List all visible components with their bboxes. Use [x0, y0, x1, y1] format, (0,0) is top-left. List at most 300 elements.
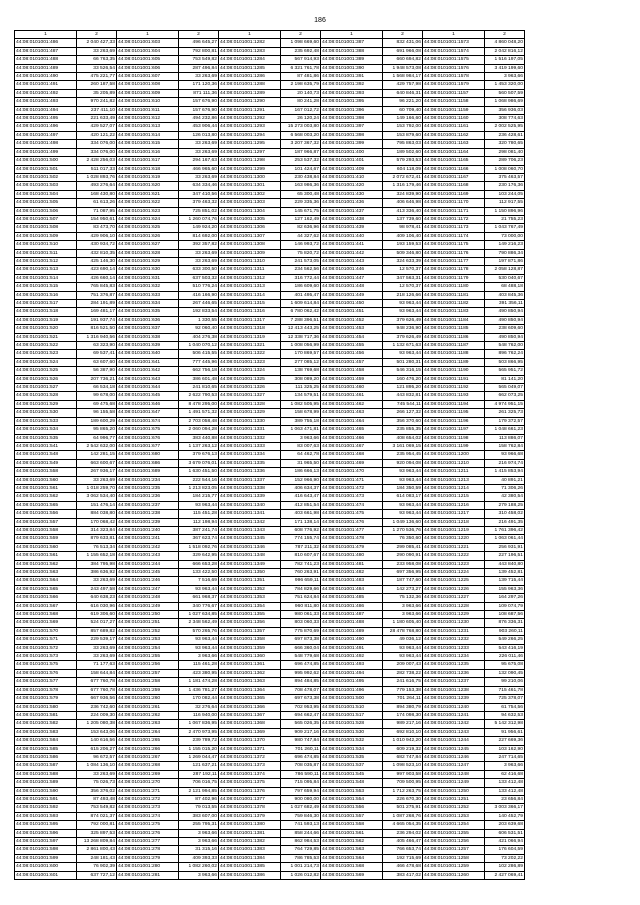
cadastral-number-cell: 44:08:0101001:1338 [219, 484, 281, 492]
cadastral-number-cell: 44:08:0101001:1299 [219, 165, 281, 173]
table-row [15, 148, 525, 156]
cadastral-value-cell: 294 167,63 [179, 157, 219, 165]
cadastral-value-cell: 174 098,30 [383, 711, 423, 719]
cadastral-number-cell: 44:08:0101001:244 [117, 560, 179, 568]
cadastral-value-cell: 153 879,60 [383, 131, 423, 139]
cadastral-value-cell: 493 276,64 [77, 182, 117, 190]
cadastral-value-cell: 153 792,00 [383, 123, 423, 131]
cadastral-number-cell: 44:08:0101001:1309 [219, 249, 281, 257]
cadastral-number-cell: 44:08:0101001:645 [117, 392, 179, 400]
cadastral-value-cell: 425 146,30 [77, 257, 117, 265]
cadastral-value-cell: 92 060,40 [179, 325, 219, 333]
cadastral-value-cell: 63 323,90 [77, 342, 117, 350]
cadastral-value-cell: 1 761 396,42 [485, 526, 525, 534]
cadastral-value-cell: 1 316 179,46 [383, 182, 423, 190]
cadastral-value-cell: 93 963,44 [383, 308, 423, 316]
cadastral-number-cell: 44:08:0101001:500 [15, 157, 77, 165]
cadastral-value-cell: 960 811,80 [281, 602, 321, 610]
cadastral-number-cell: 44:08:0101001:1178 [423, 266, 485, 274]
cadastral-number-cell: 44:08:0101001:401 [321, 157, 383, 165]
cadastral-number-cell: 44:08:0101001:1311 [219, 266, 281, 274]
cadastral-number-cell: 44:08:0101001:1293 [219, 123, 281, 131]
cadastral-value-cell: 510 776,24 [179, 283, 219, 291]
cadastral-number-cell: 44:08:0101001:1383 [219, 846, 281, 854]
cadastral-value-cell: 405 466,47 [383, 838, 423, 846]
cadastral-value-table [14, 30, 525, 880]
cadastral-value-cell: 229 539,17 [77, 636, 117, 644]
cadastral-number-cell: 44:08:0101001:443 [321, 257, 383, 265]
cadastral-number-cell: 44:08:0101001:583 [15, 728, 77, 736]
cadastral-number-cell: 44:08:0101001:488 [15, 56, 77, 64]
cadastral-number-cell: 44:08:0101001:1171 [423, 207, 485, 215]
cadastral-number-cell: 44:08:0101001:268 [117, 762, 179, 770]
cadastral-number-cell: 44:08:0101001:612 [117, 115, 179, 123]
cadastral-number-cell: 44:08:0101001:1162 [423, 131, 485, 139]
cadastral-number-cell: 44:08:0101001:548 [321, 779, 383, 787]
cadastral-number-cell: 44:08:0101001:489 [15, 64, 77, 72]
cadastral-value-cell: 227 669,36 [485, 737, 525, 745]
cadastral-number-cell: 44:08:0101001:510 [15, 241, 77, 249]
cadastral-number-cell: 44:08:0101001:508 [15, 224, 77, 232]
cadastral-value-cell: 184 215,77 [179, 493, 219, 501]
cadastral-value-cell: 565 026,35 [281, 720, 321, 728]
cadastral-number-cell: 44:08:0101001:1314 [219, 291, 281, 299]
cadastral-value-cell: 379 626,49 [383, 333, 423, 341]
cadastral-value-cell: 187 747,60 [383, 577, 423, 585]
cadastral-value-cell: 99 678,00 [77, 392, 117, 400]
cadastral-value-cell: 23 656,84 [485, 795, 525, 803]
cadastral-number-cell: 44:08:0101001:265 [117, 737, 179, 745]
cadastral-value-cell: 386 636,92 [77, 569, 117, 577]
cadastral-number-cell: 44:08:0101001:393 [321, 89, 383, 97]
cadastral-number-cell: 44:08:0101001:1228 [423, 602, 485, 610]
cadastral-number-cell: 44:08:0101001:240 [117, 526, 179, 534]
cadastral-value-cell: 260 187,58 [77, 81, 117, 89]
cadastral-number-cell: 44:08:0101001:1303 [219, 199, 281, 207]
cadastral-number-cell: 44:08:0101001:556 [15, 510, 77, 518]
cadastral-value-cell: 1 027 682,49 [281, 804, 321, 812]
cadastral-number-cell: 44:08:0101001:1232 [423, 636, 485, 644]
cadastral-value-cell: 3 207 367,32 [281, 140, 321, 148]
cadastral-number-cell: 44:08:0101001:1375 [219, 779, 281, 787]
cadastral-value-cell: 383 607,00 [179, 812, 219, 820]
cadastral-value-cell: 21 755,23 [485, 215, 525, 223]
cadastral-number-cell: 44:08:0101001:532 [321, 737, 383, 745]
cadastral-value-cell: 73 202,22 [485, 854, 525, 862]
table-row [15, 661, 525, 669]
cadastral-value-cell: 2 703 058,48 [179, 417, 219, 425]
cadastral-number-cell: 44:08:0101001:619 [117, 173, 179, 181]
cadastral-number-cell: 44:08:0101001:1327 [219, 392, 281, 400]
cadastral-value-cell: 677 760,78 [77, 678, 117, 686]
cadastral-value-cell: 745 544,11 [383, 400, 423, 408]
cadastral-value-cell: 1 087 268,76 [383, 812, 423, 820]
cadastral-value-cell: 347 410,56 [179, 190, 219, 198]
cadastral-value-cell: 241 810,65 [179, 384, 219, 392]
cadastral-number-cell: 44:08:0101001:1185 [423, 325, 485, 333]
cadastral-number-cell: 44:08:0101001:1283 [219, 47, 281, 55]
cadastral-number-cell: 44:08:0101001:1336 [219, 468, 281, 476]
cadastral-value-cell: 409 393,33 [179, 854, 219, 862]
cadastral-value-cell: 3 963,66 [179, 829, 219, 837]
cadastral-number-cell: 44:08:0101001:1157 [423, 89, 485, 97]
cadastral-number-cell: 44:08:0101001:529 [15, 400, 77, 408]
cadastral-number-cell: 44:08:0101001:266 [117, 745, 179, 753]
cadastral-value-cell: 113 886,07 [485, 434, 525, 442]
cadastral-value-cell: 93 963,44 [179, 636, 219, 644]
table-row [15, 106, 525, 114]
cadastral-value-cell: 28 478 768,80 [383, 627, 423, 635]
cadastral-number-cell: 44:08:0101001:1377 [219, 795, 281, 803]
cadastral-number-cell: 44:08:0101001:500 [321, 695, 383, 703]
cadastral-value-cell: 170 082,44 [179, 695, 219, 703]
cadastral-number-cell: 44:08:0101001:1365 [219, 695, 281, 703]
cadastral-value-cell: 93 963,44 [179, 644, 219, 652]
cadastral-number-cell: 44:08:0101001:516 [15, 291, 77, 299]
cadastral-number-cell: 44:08:0101001:1225 [423, 577, 485, 585]
cadastral-number-cell: 44:08:0101001:490 [15, 73, 77, 81]
cadastral-number-cell: 44:08:0101001:1295 [219, 140, 281, 148]
cadastral-value-cell: 759 846,30 [281, 812, 321, 820]
cadastral-number-cell: 44:08:0101001:259 [117, 686, 179, 694]
cadastral-number-cell: 44:08:0101001:610 [117, 98, 179, 106]
cadastral-value-cell: 116 940,00 [179, 711, 219, 719]
cadastral-number-cell: 44:08:0101001:1194 [423, 400, 485, 408]
cadastral-value-cell: 1 155 652,18 [77, 552, 117, 560]
cadastral-value-cell: 133 412,48 [485, 787, 525, 795]
table-row [15, 249, 525, 257]
cadastral-value-cell: 7 516,69 [179, 577, 219, 585]
cadastral-number-cell: 44:08:0101001:1356 [219, 619, 281, 627]
cadastral-number-cell: 44:08:0101001:1181 [423, 291, 485, 299]
cadastral-value-cell: 392 357,82 [179, 241, 219, 249]
cadastral-value-cell: 765 845,83 [77, 283, 117, 291]
cadastral-value-cell: 423 690,14 [77, 266, 117, 274]
cadastral-value-cell: 760 263,91 [281, 569, 321, 577]
cadastral-value-cell: 209 007,43 [383, 661, 423, 669]
cadastral-number-cell: 44:08:0101001:1360 [219, 653, 281, 661]
cadastral-value-cell: 334 076,00 [77, 148, 117, 156]
cadastral-number-cell: 44:08:0101001:1226 [423, 585, 485, 593]
cadastral-value-cell: 142 273,27 [383, 585, 423, 593]
cadastral-value-cell: 1 137 263,12 [179, 442, 219, 450]
cadastral-number-cell: 44:08:0101001:1290 [219, 98, 281, 106]
table-row [15, 636, 525, 644]
cadastral-value-cell: 1 063 471,81 [281, 426, 321, 434]
cadastral-value-cell: 524 017,27 [77, 619, 117, 627]
cadastral-value-cell: 207 736,21 [77, 375, 117, 383]
cadastral-number-cell: 44:08:0101001:524 [15, 358, 77, 366]
cadastral-number-cell: 44:08:0101001:398 [321, 115, 383, 123]
cadastral-value-cell: 334 076,00 [77, 140, 117, 148]
cadastral-value-cell: 76 350,60 [383, 535, 423, 543]
cadastral-number-cell: 44:08:0101001:1237 [423, 678, 485, 686]
cadastral-number-cell: 44:08:0101001:1345 [219, 535, 281, 543]
cadastral-number-cell: 44:08:0101001:1373 [219, 762, 281, 770]
cadastral-value-cell: 170 068,42 [77, 518, 117, 526]
table-row [15, 854, 525, 862]
cadastral-value-cell: 320 780,65 [485, 140, 525, 148]
cadastral-number-cell: 44:08:0101001:601 [15, 871, 77, 879]
cadastral-value-cell: 140 616,56 [77, 737, 117, 745]
cadastral-value-cell: 40 891,21 [485, 476, 525, 484]
cadastral-number-cell: 44:08:0101001:1222 [423, 552, 485, 560]
cadastral-value-cell: 1 027 634,85 [179, 611, 219, 619]
table-row [15, 392, 525, 400]
column-header: 1 [423, 31, 485, 39]
cadastral-number-cell: 44:08:0101001:607 [117, 73, 179, 81]
cadastral-value-cell: 287 496,84 [179, 64, 219, 72]
cadastral-value-cell: 565 951,72 [485, 367, 525, 375]
table-row [15, 257, 525, 265]
table-row [15, 442, 525, 450]
cadastral-number-cell: 44:08:0101001:1364 [219, 686, 281, 694]
cadastral-number-cell: 44:08:0101001:560 [15, 543, 77, 551]
cadastral-number-cell: 44:08:0101001:1199 [423, 442, 485, 450]
cadastral-number-cell: 44:08:0101001:1183 [423, 308, 485, 316]
table-row [15, 47, 525, 55]
cadastral-value-cell: 701 260,11 [281, 745, 321, 753]
cadastral-value-cell: 226 670,30 [383, 795, 423, 803]
cadastral-value-cell: 169 481,17 [77, 308, 117, 316]
cadastral-number-cell: 44:08:0101001:507 [15, 215, 77, 223]
table-row [15, 602, 525, 610]
cadastral-number-cell: 44:08:0101001:1306 [219, 224, 281, 232]
cadastral-number-cell: 44:08:0101001:247 [117, 585, 179, 593]
cadastral-number-cell: 44:08:0101001:1330 [219, 417, 281, 425]
cadastral-value-cell: 132 090,45 [485, 669, 525, 677]
cadastral-number-cell: 44:08:0101001:517 [321, 711, 383, 719]
cadastral-value-cell: 387 241,74 [179, 526, 219, 534]
table-row [15, 535, 525, 543]
cadastral-number-cell: 44:08:0101001:448 [321, 283, 383, 291]
cadastral-number-cell: 44:08:0101001:1186 [423, 333, 485, 341]
cadastral-number-cell: 44:08:0101001:573 [15, 653, 77, 661]
cadastral-value-cell: 154 950,61 [77, 215, 117, 223]
cadastral-value-cell: 660 694,82 [383, 56, 423, 64]
cadastral-number-cell: 44:08:0101001:557 [15, 518, 77, 526]
cadastral-value-cell: 1 001 214,73 [281, 863, 321, 871]
cadastral-value-cell: 832 431,06 [383, 39, 423, 47]
column-header: 2 [485, 31, 525, 39]
cadastral-value-cell: 1 453 320,00 [485, 81, 525, 89]
table-row [15, 417, 525, 425]
cadastral-number-cell: 44:08:0101001:1368 [219, 720, 281, 728]
cadastral-number-cell: 44:08:0101001:1302 [219, 190, 281, 198]
table-row [15, 804, 525, 812]
cadastral-number-cell: 44:08:0101001:1239 [423, 695, 485, 703]
cadastral-value-cell: 697 356,95 [383, 569, 423, 577]
cadastral-value-cell: 216 974,74 [485, 459, 525, 467]
cadastral-value-cell: 33 263,69 [77, 770, 117, 778]
cadastral-value-cell: 83 473,70 [77, 224, 117, 232]
cadastral-number-cell: 44:08:0101001:463 [321, 409, 383, 417]
cadastral-value-cell: 615 206,27 [77, 745, 117, 753]
cadastral-value-cell: 221 633,49 [77, 115, 117, 123]
cadastral-value-cell: 93 966,68 [485, 451, 525, 459]
cadastral-value-cell: 466 478,68 [383, 863, 423, 871]
cadastral-value-cell: 3 963,66 [383, 602, 423, 610]
cadastral-value-cell: 1 180 605,40 [383, 619, 423, 627]
cadastral-value-cell: 236 428,61 [485, 131, 525, 139]
cadastral-value-cell: 151 476,14 [77, 501, 117, 509]
table-row [15, 720, 525, 728]
cadastral-number-cell: 44:08:0101001:606 [117, 64, 179, 72]
cadastral-value-cell: 619 306,60 [77, 611, 117, 619]
cadastral-number-cell: 44:08:0101001:505 [15, 199, 77, 207]
cadastral-value-cell: 803 060,33 [281, 619, 321, 627]
cadastral-value-cell: 12 570,37 [383, 283, 423, 291]
cadastral-value-cell: 20 140,73 [281, 89, 321, 97]
cadastral-number-cell: 44:08:0101001:530 [15, 409, 77, 417]
cadastral-number-cell: 44:08:0101001:1574 [423, 47, 485, 55]
cadastral-value-cell: 1 270 536,76 [383, 526, 423, 534]
cadastral-number-cell: 44:08:0101001:494 [321, 669, 383, 677]
cadastral-number-cell: 44:08:0101001:1348 [219, 552, 281, 560]
cadastral-value-cell: 792 800,81 [179, 47, 219, 55]
table-row [15, 510, 525, 518]
cadastral-value-cell: 316 772,44 [281, 274, 321, 282]
cadastral-value-cell: 103 162,90 [485, 745, 525, 753]
cadastral-number-cell: 44:08:0101001:456 [321, 350, 383, 358]
cadastral-value-cell: 2 072 672,41 [383, 173, 423, 181]
cadastral-number-cell: 44:08:0101001:558 [15, 468, 77, 476]
cadastral-number-cell: 44:08:0101001:1285 [219, 64, 281, 72]
cadastral-value-cell: 266 127,32 [383, 409, 423, 417]
cadastral-number-cell: 44:08:0101001:475 [321, 510, 383, 518]
cadastral-value-cell: 3 963,66 [179, 871, 219, 879]
cadastral-number-cell: 44:08:0101001:634 [117, 300, 179, 308]
cadastral-number-cell: 44:08:0101001:1339 [219, 493, 281, 501]
cadastral-number-cell: 44:08:0101001:279 [117, 854, 179, 862]
cadastral-value-cell: 426 660,14 [77, 274, 117, 282]
cadastral-number-cell: 44:08:0101001:465 [321, 426, 383, 434]
cadastral-value-cell: 32 276,64 [179, 703, 219, 711]
cadastral-value-cell: 871 111,36 [179, 89, 219, 97]
cadastral-value-cell: 139 715,44 [485, 577, 525, 585]
table-row [15, 493, 525, 501]
cadastral-value-cell: 64 462,78 [281, 451, 321, 459]
cadastral-number-cell: 44:08:0101001:1163 [423, 140, 485, 148]
cadastral-value-cell: 75 132,36 [383, 594, 423, 602]
table-row [15, 686, 525, 694]
cadastral-number-cell: 44:08:0101001:1307 [219, 232, 281, 240]
cadastral-number-cell: 44:08:0101001:1242 [423, 720, 485, 728]
cadastral-number-cell: 44:08:0101001:1170 [423, 199, 485, 207]
cadastral-number-cell: 44:08:0101001:487 [15, 47, 77, 55]
cadastral-value-cell: 810 607,67 [281, 552, 321, 560]
cadastral-number-cell: 44:08:0101001:1255 [423, 829, 485, 837]
cadastral-value-cell: 140 452,79 [485, 812, 525, 820]
cadastral-value-cell: 66 763,35 [77, 56, 117, 64]
cadastral-number-cell: 44:08:0101001:1286 [219, 73, 281, 81]
cadastral-number-cell: 44:08:0101001:494 [15, 106, 77, 114]
cadastral-value-cell: 413 336,40 [383, 207, 423, 215]
cadastral-value-cell: 96 155,58 [77, 409, 117, 417]
cadastral-number-cell: 44:08:0101001:630 [117, 266, 179, 274]
table-row [15, 384, 525, 392]
cadastral-number-cell: 44:08:0101001:561 [15, 552, 77, 560]
table-row [15, 863, 525, 871]
cadastral-value-cell: 900 080,00 [281, 795, 321, 803]
cadastral-value-cell: 189 502,60 [383, 148, 423, 156]
table-body [15, 39, 525, 880]
cadastral-number-cell: 44:08:0101001:1167 [423, 173, 485, 181]
cadastral-number-cell: 44:08:0101001:553 [321, 787, 383, 795]
cadastral-number-cell: 44:08:0101001:493 [15, 98, 77, 106]
cadastral-value-cell: 324 633,39 [383, 257, 423, 265]
cadastral-number-cell: 44:08:0101001:388 [321, 47, 383, 55]
cadastral-number-cell: 44:08:0101001:1248 [423, 770, 485, 778]
cadastral-number-cell: 44:08:0101001:611 [117, 106, 179, 114]
cadastral-value-cell: 753 549,82 [77, 804, 117, 812]
cadastral-value-cell: 1 609 614,84 [281, 300, 321, 308]
cadastral-number-cell: 44:08:0101001:686 [117, 459, 179, 467]
column-header: 2 [383, 31, 423, 39]
cadastral-value-cell: 692 810,10 [383, 728, 423, 736]
cadastral-value-cell: 310 458,02 [485, 510, 525, 518]
cadastral-number-cell: 44:08:0101001:587 [15, 762, 77, 770]
cadastral-value-cell: 101 424,67 [281, 165, 321, 173]
table-row [15, 518, 525, 526]
cadastral-value-cell: 862 984,53 [281, 838, 321, 846]
cadastral-value-cell: 99 210,06 [485, 678, 525, 686]
cadastral-number-cell: 44:08:0101001:521 [15, 333, 77, 341]
cadastral-number-cell: 44:08:0101001:1304 [219, 207, 281, 215]
cadastral-number-cell: 44:08:0101001:510 [321, 703, 383, 711]
cadastral-value-cell: 2 542 632,00 [77, 442, 117, 450]
table-row [15, 342, 525, 350]
table-row [15, 283, 525, 291]
cadastral-number-cell: 44:08:0101001:1346 [219, 543, 281, 551]
cadastral-value-cell: 279 188,25 [485, 501, 525, 509]
cadastral-value-cell: 1 028 893,76 [77, 173, 117, 181]
cadastral-number-cell: 44:08:0101001:478 [321, 535, 383, 543]
cadastral-number-cell: 44:08:0101001:1579 [423, 81, 485, 89]
cadastral-number-cell: 44:08:0101001:1371 [219, 745, 281, 753]
table-row [15, 846, 525, 854]
cadastral-number-cell: 44:08:0101001:1233 [423, 644, 485, 652]
cadastral-number-cell: 44:08:0101001:676 [117, 434, 179, 442]
cadastral-number-cell: 44:08:0101001:1291 [219, 106, 281, 114]
table-row [15, 400, 525, 408]
cadastral-value-cell: 980 747,84 [281, 737, 321, 745]
cadastral-number-cell: 44:08:0101001:633 [117, 291, 179, 299]
table-row [15, 779, 525, 787]
cadastral-value-cell: 109 074,79 [485, 602, 525, 610]
cadastral-value-cell: 149 166,60 [383, 115, 423, 123]
cadastral-value-cell: 93 963,44 [383, 501, 423, 509]
cadastral-value-cell: 226 011,46 [485, 653, 525, 661]
cadastral-number-cell: 44:08:0101001:251 [117, 619, 179, 627]
cadastral-number-cell: 44:08:0101001:1328 [219, 400, 281, 408]
cadastral-value-cell: 697 873,38 [281, 636, 321, 644]
cadastral-number-cell: 44:08:0101001:572 [15, 644, 77, 652]
cadastral-number-cell: 44:08:0101001:511 [15, 249, 77, 257]
cadastral-number-cell: 44:08:0101001:275 [117, 821, 179, 829]
cadastral-number-cell: 44:08:0101001:642 [117, 367, 179, 375]
cadastral-value-cell: 443 840,80 [485, 560, 525, 568]
cadastral-number-cell: 44:08:0101001:1349 [219, 560, 281, 568]
cadastral-value-cell: 403 661,98 [281, 510, 321, 518]
cadastral-number-cell: 44:08:0101001:390 [321, 64, 383, 72]
cadastral-number-cell: 44:08:0101001:1357 [219, 627, 281, 635]
cadastral-number-cell: 44:08:0101001:1370 [219, 737, 281, 745]
cadastral-value-cell: 948 236,90 [383, 325, 423, 333]
cadastral-value-cell: 764 729,85 [281, 846, 321, 854]
column-header: 1 [321, 31, 383, 39]
cadastral-value-cell: 203 639,68 [485, 821, 525, 829]
